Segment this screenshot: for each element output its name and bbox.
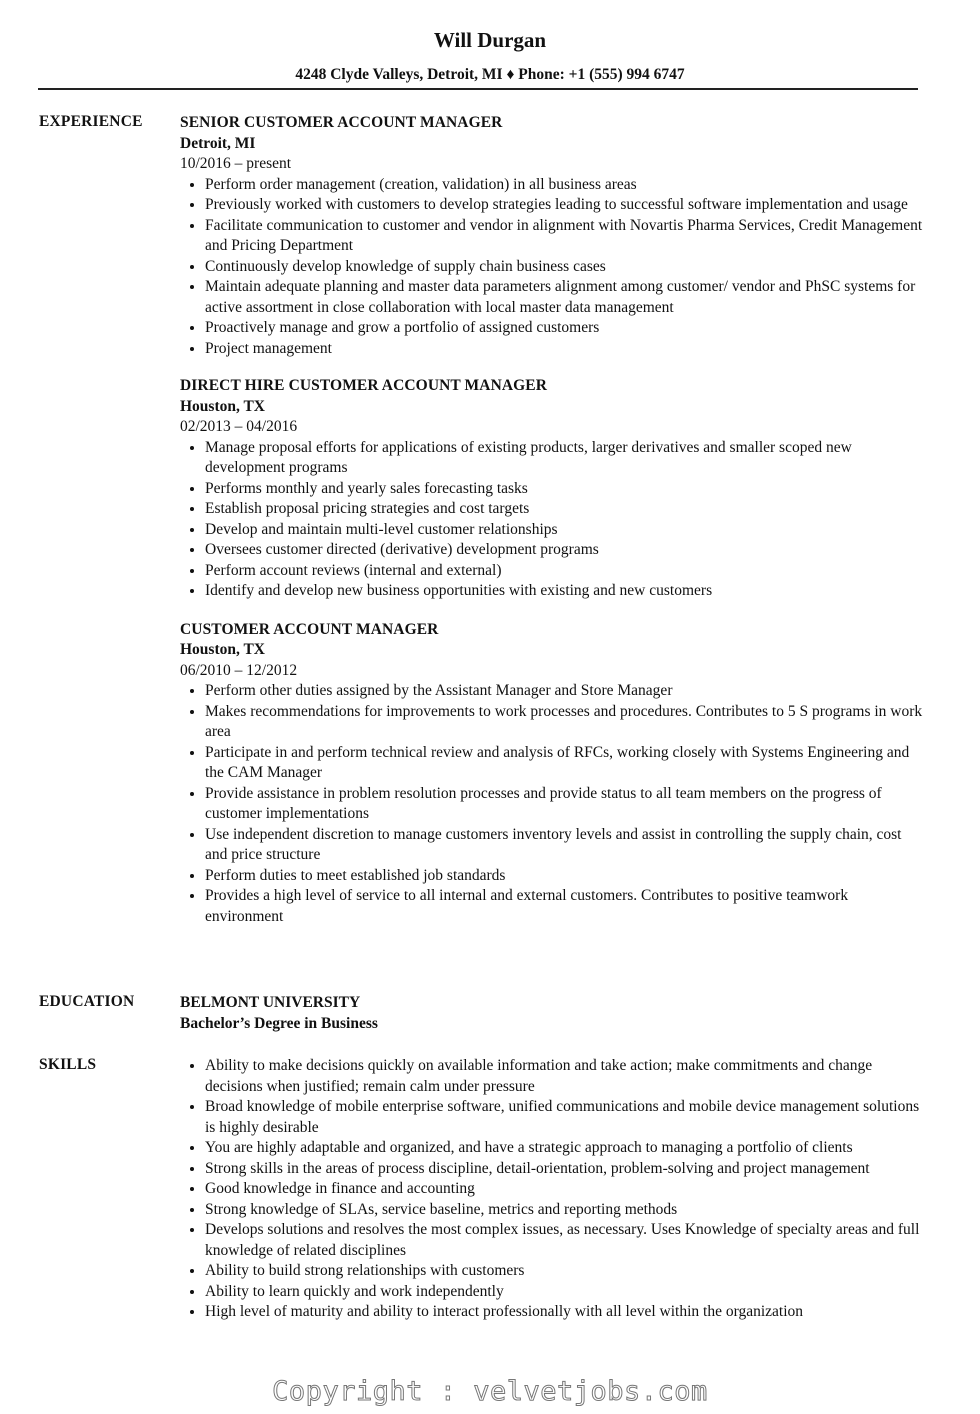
job-location: Detroit, MI: [180, 134, 256, 152]
job-dates: 10/2016 – present: [180, 155, 292, 172]
job-dates: 02/2013 – 04/2016: [180, 418, 298, 435]
bullet-item: • Perform order management (creation, validation) in all business areas: [205, 175, 925, 196]
job-title: SENIOR CUSTOMER ACCOUNT MANAGER: [180, 114, 503, 131]
bullet-item: • Facilitate communication to customer and vendor in alignment with Novartis Pharma Services, Credit Management and Pricing Department: [205, 216, 925, 257]
job-location: Houston, TX: [180, 641, 265, 658]
bullet-item: • Develops solutions and resolves the most complex issues, as necessary. Uses Knowledge of specialty areas and full knowledge of related disciplines: [205, 1220, 925, 1261]
skills-label: SKILLS: [39, 1056, 97, 1073]
experience-list: [180, 113, 925, 945]
job-bullets: [180, 438, 925, 602]
bullet-item: • Ability to learn quickly and work independently: [205, 1282, 925, 1303]
bullet-item: • Continuously develop knowledge of supply chain business cases: [205, 257, 925, 278]
job-entry: [180, 376, 925, 602]
bullet-item: • Performs monthly and yearly sales forecasting tasks: [205, 479, 925, 500]
contact-line: 4248 Clyde Valleys, Detroit, MI ♦ Phone: +1 (555) 994 6747: [295, 66, 685, 83]
bullet-item: • Good knowledge in finance and accounting: [205, 1179, 925, 1200]
bullet-item: • You are highly adaptable and organized, and have a strategic approach to managing a portfolio of clients: [205, 1138, 925, 1159]
job-location: Houston, TX: [180, 397, 265, 415]
bullet-item: • Perform other duties assigned by the Assistant Manager and Store Manager: [205, 681, 925, 702]
header-divider: [38, 88, 918, 90]
bullet-item: • Provide assistance in problem resolution processes and provide status to all team members on the progress of customer implementations: [205, 784, 925, 825]
bullet-item: • Develop and maintain multi-level customer relationships: [205, 520, 925, 541]
bullet-item: • Project management: [205, 339, 925, 360]
bullet-item: • Makes recommendations for improvements to work processes and procedures. Contributes to 5 S programs in work area: [205, 702, 925, 743]
job-bullets: [180, 175, 925, 360]
experience-label: EXPERIENCE: [39, 113, 143, 130]
degree: Bachelor’s Degree in Business: [180, 1014, 378, 1032]
bullet-item: • Strong knowledge of SLAs, service baseline, metrics and reporting methods: [205, 1200, 925, 1221]
school-name: BELMONT UNIVERSITY: [180, 994, 361, 1011]
skills-body: [180, 1056, 925, 1323]
bullet-item: • Maintain adequate planning and master data parameters alignment among customer/ vendor and PhSC systems for active assortment in close collaboration with local master data management: [205, 277, 925, 318]
bullet-item: • Identify and develop new business opportunities with existing and new customers: [205, 581, 925, 602]
bullet-item: • Manage proposal efforts for applications of existing products, larger derivatives and smaller scoped new development programs: [205, 438, 925, 479]
bullet-item: • Perform duties to meet established job standards: [205, 866, 925, 887]
bullet-item: • Oversees customer directed (derivative) development programs: [205, 540, 925, 561]
education-label: EDUCATION: [39, 993, 135, 1010]
job-entry: [180, 620, 925, 928]
bullet-item: • Previously worked with customers to develop strategies leading to successful software implementation and usage: [205, 195, 925, 216]
bullet-item: • Provides a high level of service to all internal and external customers. Contributes to positive teamwork environment: [205, 886, 925, 927]
bullet-item: • High level of maturity and ability to interact professionally with all level within the organization: [205, 1302, 925, 1323]
job-entry: [180, 113, 925, 359]
bullet-item: • Ability to make decisions quickly on available information and take action; make commitments and change decisions when justified; remain calm under pressure: [205, 1056, 925, 1097]
copyright-watermark: Copyright : velvetjobs.com: [272, 1376, 708, 1407]
job-title: CUSTOMER ACCOUNT MANAGER: [180, 620, 439, 638]
candidate-name: Will Durgan: [433, 28, 547, 52]
job-bullets: [180, 681, 925, 927]
bullet-item: • Broad knowledge of mobile enterprise software, unified communications and mobile device management solutions is highly desirable: [205, 1097, 925, 1138]
bullet-item: • Ability to build strong relationships with customers: [205, 1261, 925, 1282]
job-dates: 06/2010 – 12/2012: [180, 661, 298, 679]
job-title: DIRECT HIRE CUSTOMER ACCOUNT MANAGER: [180, 377, 548, 394]
education-body: [180, 993, 925, 1034]
bullet-item: • Participate in and perform technical review and analysis of RFCs, working closely with Systems Engineering and the CAM Manager: [205, 743, 925, 784]
bullet-item: • Strong skills in the areas of process discipline, detail-orientation, problem-solving and project management: [205, 1159, 925, 1180]
bullet-item: • Establish proposal pricing strategies and cost targets: [205, 499, 925, 520]
bullet-item: • Perform account reviews (internal and external): [205, 561, 925, 582]
bullet-item: • Use independent discretion to manage customers inventory levels and assist in controlling the supply chain, cost and price structure: [205, 825, 925, 866]
skills-list: [180, 1056, 925, 1323]
bullet-item: • Proactively manage and grow a portfolio of assigned customers: [205, 318, 925, 339]
